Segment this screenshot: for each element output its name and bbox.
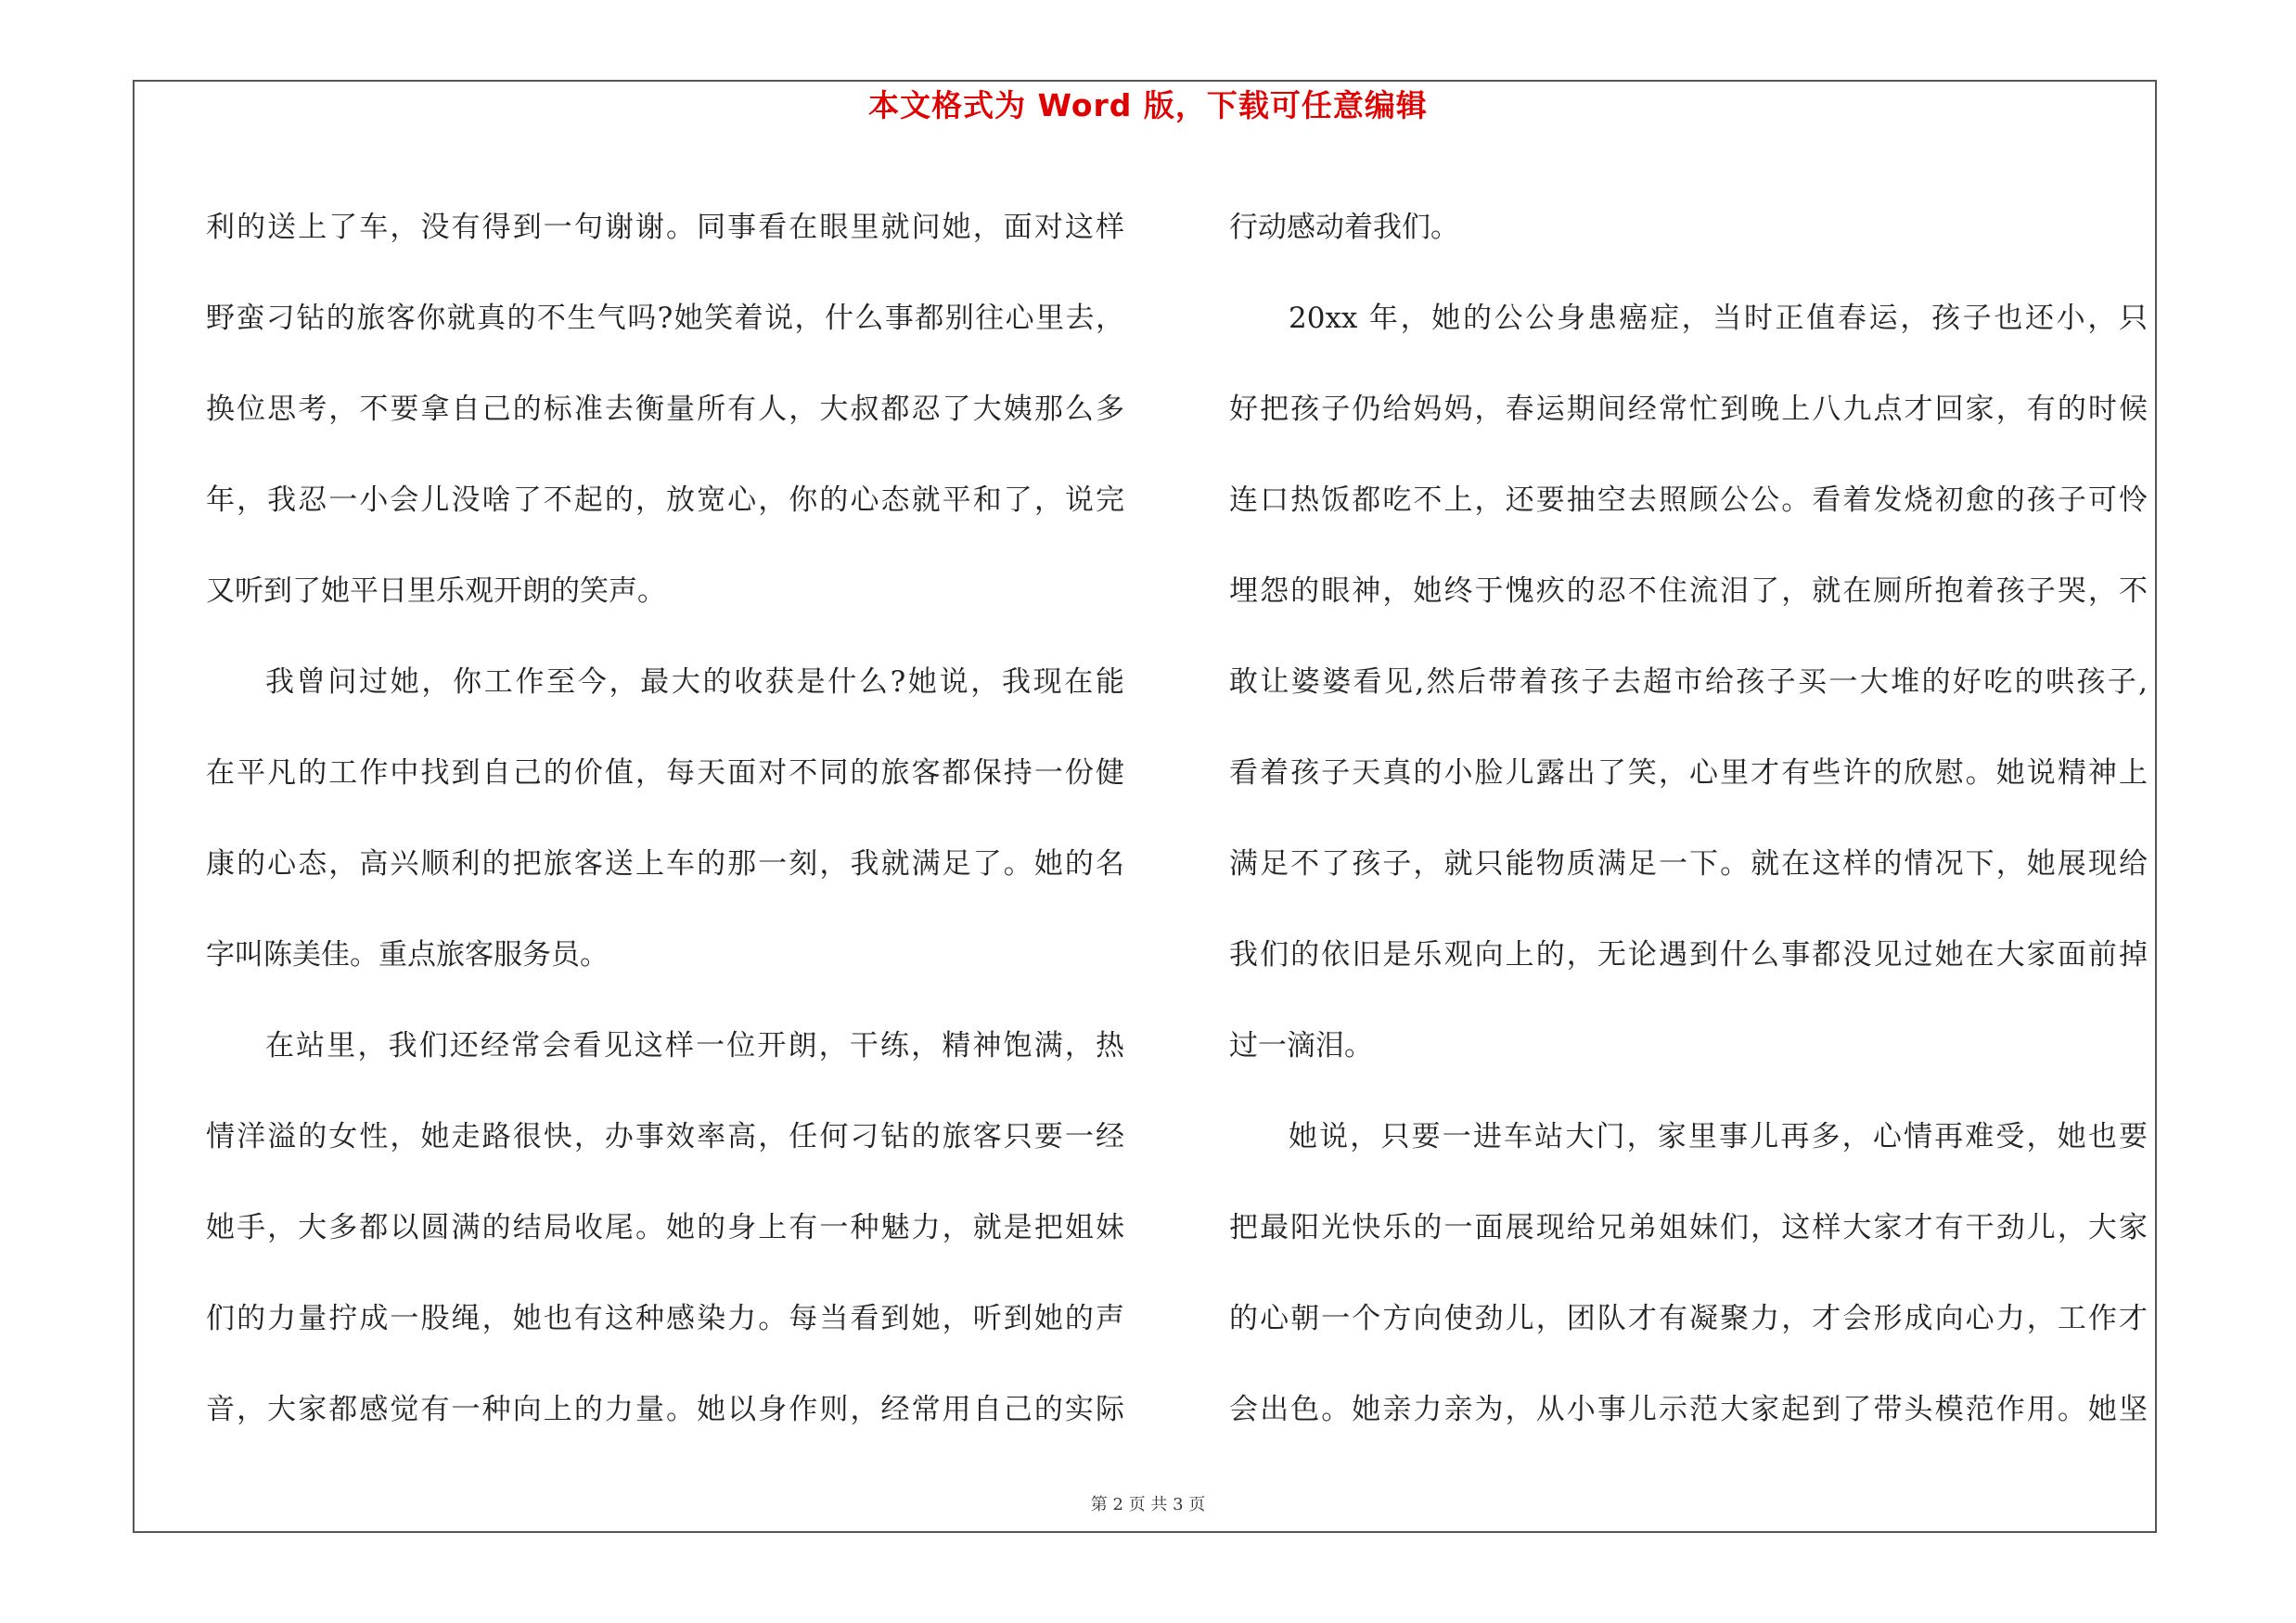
text-line: 野蛮刁钻的旅客你就真的不生气吗?她笑着说，什么事都别往心里去， — [206, 302, 1124, 335]
page-footer: 第 2 页 共 3 页 — [1090, 1495, 1206, 1514]
text-line: 连口热饭都吃不上，还要抽空去照顾公公。看着发烧初愈的孩子可怜 — [1229, 483, 2148, 517]
text-line: 看着孩子天真的小脸儿露出了笑，心里才有些许的欣慰。她说精神上 — [1229, 756, 2148, 790]
text-line: 我曾问过她，你工作至今，最大的收获是什么?她说，我现在能 — [265, 665, 1124, 699]
text-line: 情洋溢的女性，她走路很快，办事效率高，任何刁钻的旅客只要一经 — [206, 1120, 1124, 1153]
text-line: 把最阳光快乐的一面展现给兄弟姐妹们，这样大家才有干劲儿，大家 — [1229, 1211, 2148, 1244]
text-line: 音，大家都感觉有一种向上的力量。她以身作则，经常用自己的实际 — [206, 1393, 1124, 1426]
format-banner: 本文格式为 Word 版，下载可任意编辑 — [868, 87, 1428, 123]
right-column — [1229, 182, 2148, 1455]
text-line: 在平凡的工作中找到自己的价值，每天面对不同的旅客都保持一份健 — [206, 756, 1124, 790]
text-line: 字叫陈美佳。重点旅客服务员。 — [206, 938, 609, 972]
text-line: 我们的依旧是乐观向上的，无论遇到什么事都没见过她在大家面前掉 — [1229, 938, 2148, 972]
text-line: 她手，大多都以圆满的结局收尾。她的身上有一种魅力，就是把姐妹 — [206, 1211, 1124, 1244]
text-line: 她说，只要一进车站大门，家里事儿再多，心情再难受，她也要 — [1289, 1120, 2148, 1153]
text-line: 过一滴泪。 — [1229, 1029, 1373, 1063]
text-line: 康的心态，高兴顺利的把旅客送上车的那一刻，我就满足了。她的名 — [206, 847, 1124, 881]
text-line: 埋怨的眼神，她终于愧疚的忍不住流泪了，就在厕所抱着孩子哭，不 — [1229, 574, 2148, 608]
text-line: 满足不了孩子，就只能物质满足一下。就在这样的情况下，她展现给 — [1229, 847, 2148, 881]
text-line: 年，我忍一小会儿没啥了不起的，放宽心，你的心态就平和了，说完 — [206, 483, 1124, 517]
text-line: 敢让婆婆看见,然后带着孩子去超市给孩子买一大堆的好吃的哄孩子, — [1229, 665, 2148, 699]
text-line: 利的送上了车，没有得到一句谢谢。同事看在眼里就问她，面对这样 — [206, 211, 1124, 244]
text-line: 换位思考，不要拿自己的标准去衡量所有人，大叔都忍了大姨那么多 — [206, 393, 1124, 426]
text-line: 的心朝一个方向使劲儿，团队才有凝聚力，才会形成向心力，工作才 — [1229, 1302, 2148, 1335]
text-line: 会出色。她亲力亲为，从小事儿示范大家起到了带头模范作用。她坚 — [1229, 1393, 2148, 1426]
text-line: 又听到了她平日里乐观开朗的笑声。 — [206, 574, 666, 608]
text-line: 好把孩子仍给妈妈，春运期间经常忙到晚上八九点才回家，有的时候 — [1229, 393, 2148, 426]
text-line: 们的力量拧成一股绳，她也有这种感染力。每当看到她，听到她的声 — [206, 1302, 1124, 1335]
text-line: 20xx 年，她的公公身患癌症，当时正值春运，孩子也还小，只 — [1289, 302, 2148, 335]
left-column — [206, 182, 1124, 1455]
text-line: 行动感动着我们。 — [1229, 211, 1459, 244]
text-line: 在站里，我们还经常会看见这样一位开朗，干练，精神饱满，热 — [265, 1029, 1124, 1063]
